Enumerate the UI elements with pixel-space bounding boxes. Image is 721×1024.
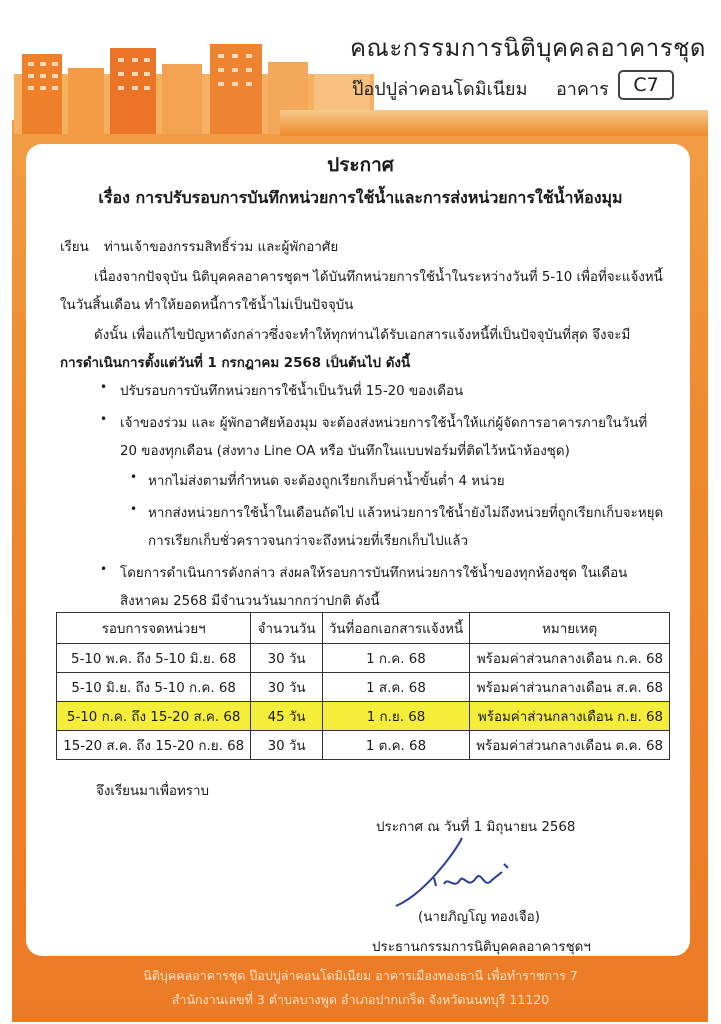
bullet2-line2: 20 ของทุกเดือน (ส่งทาง Line OA หรือ บันทึกในแบบฟอร์มที่ติดไว้หน้าห้องชุด) — [120, 444, 570, 459]
table-cell: 5-10 ก.ค. ถึง 15-20 ส.ค. 68 — [57, 702, 251, 731]
notice-title: ประกาศ — [327, 154, 394, 176]
para2-line2: การดำเนินการตั้งแต่วันที่ 1 กรกฎาคม 2568 เป็นต้นไป ดังนี้ — [60, 356, 411, 371]
table-cell: พร้อมค่าส่วนกลางเดือน ก.ค. 68 — [470, 644, 670, 673]
table-cell: 1 ส.ค. 68 — [322, 673, 469, 702]
salutation-recipients: ท่านเจ้าของกรรมสิทธิ์ร่วม และผู้พักอาศัย — [104, 240, 339, 255]
table-header-cell: หมายเหตุ — [470, 613, 670, 644]
table-header-cell: วันที่ออกเอกสารแจ้งหนี้ — [322, 613, 469, 644]
table-cell: 45 วัน — [251, 702, 322, 731]
table-header-row — [57, 613, 670, 644]
signer-name: (นายภิญโญ ทองเจือ) — [418, 910, 540, 925]
table-header-cell: จำนวนวัน — [251, 613, 322, 644]
table-row — [57, 731, 670, 760]
footer-address-line1: นิติบุคคลอาคารชุด ป๊อปปูล่าคอนโดมิเนียม อาคารเมืองทองธานี เพื่อทำราชการ 7 — [143, 968, 578, 983]
org-title: คณะกรรมการนิติบุคคลอาคารชุด — [350, 34, 706, 62]
para2-line1: ดังนั้น เพื่อแก้ไขปัญหาดังกล่าวซึ่งจะทำให้ทุกท่านได้รับเอกสารแจ้งหนี้ที่เป็นปัจจุบันที่สุด จึงจะมี — [94, 328, 631, 343]
skyline-band — [280, 110, 708, 136]
table-row-highlighted — [57, 702, 670, 731]
table-cell: พร้อมค่าส่วนกลางเดือน ก.ย. 68 — [470, 702, 670, 731]
closing-text: จึงเรียนมาเพื่อทราบ — [96, 784, 209, 799]
bullet1-text: ปรับรอบการบันทึกหน่วยการใช้น้ำเป็นวันที่ 15-20 ของเดือน — [120, 384, 464, 399]
bullet-icon: • — [130, 502, 138, 516]
table-cell: 30 วัน — [251, 731, 322, 760]
footer-address-line2: สำนักงานเลขที่ 3 ตำบลบางพูด อำเภอปากเกร็ด จังหวัดนนทบุรี 11120 — [171, 992, 550, 1007]
bullet-icon: • — [100, 562, 108, 576]
bullet3-line2: สิงหาคม 2568 มีจำนวนวันมากกว่าปกติ ดังนี้ — [120, 594, 380, 609]
bullet-icon: • — [130, 470, 138, 484]
table-cell: 5-10 พ.ค. ถึง 5-10 มิ.ย. 68 — [57, 644, 251, 673]
signature-image — [384, 834, 544, 914]
bullet-icon: • — [100, 412, 108, 426]
signer-title: ประธานกรรมการนิติบุคคลอาคารชุดฯ — [372, 940, 591, 955]
bullet-icon: • — [100, 380, 108, 394]
schedule-table — [56, 612, 670, 760]
sub-bullet1-text: หากไม่ส่งตามที่กำหนด จะต้องถูกเรียกเก็บค่าน้ำขั้นต่ำ 4 หน่วย — [148, 474, 505, 489]
table-cell: พร้อมค่าส่วนกลางเดือน ส.ค. 68 — [470, 673, 670, 702]
sub-bullet2-line1: หากส่งหน่วยการใช้น้ำในเดือนถัดไป แล้วหน่วยการใช้น้ำยังไม่ถึงหน่วยที่ถูกเรียกเก็บจะหยุด — [148, 506, 664, 521]
salutation-label: เรียน — [60, 240, 89, 255]
bullet3-line1: โดยการดำเนินการดังกล่าว ส่งผลให้รอบการบันทึกหน่วยการใช้น้ำของทุกห้องชุด ในเดือน — [120, 566, 628, 581]
table-row — [57, 673, 670, 702]
table-header-cell: รอบการจดหน่วยฯ — [57, 613, 251, 644]
table-row — [57, 644, 670, 673]
table-cell: 1 ก.ย. 68 — [322, 702, 469, 731]
para1-line2: ในวันสิ้นเดือน ทำให้ยอดหนี้การใช้น้ำไม่เป็นปัจจุบัน — [60, 298, 354, 313]
table-cell: พร้อมค่าส่วนกลางเดือน ต.ค. 68 — [470, 731, 670, 760]
table-cell: 5-10 มิ.ย. ถึง 5-10 ก.ค. 68 — [57, 673, 251, 702]
table-cell: 15-20 ส.ค. ถึง 15-20 ก.ย. 68 — [57, 731, 251, 760]
table-cell: 30 วัน — [251, 644, 322, 673]
announced-date: ประกาศ ณ วันที่ 1 มิถุนายน 2568 — [376, 820, 576, 835]
building-label: อาคาร — [556, 79, 609, 100]
project-name: ป๊อปปูล่าคอนโดมิเนียม — [352, 79, 528, 100]
table-cell: 1 ก.ค. 68 — [322, 644, 469, 673]
notice-subject: เรื่อง การปรับรอบการบันทึกหน่วยการใช้น้ำและการส่งหน่วยการใช้น้ำห้องมุม — [98, 188, 623, 207]
table-cell: 30 วัน — [251, 673, 322, 702]
bullet2-line1: เจ้าของร่วม และ ผู้พักอาศัยห้องมุม จะต้องส่งหน่วยการใช้น้ำให้แก่ผู้จัดการอาคารภายในวันที่ — [120, 416, 648, 431]
building-code-badge: C7 — [618, 70, 674, 100]
para1-line1: เนื่องจากปัจจุบัน นิติบุคคลอาคารชุดฯ ได้บันทึกหน่วยการใช้น้ำในระหว่างวันที่ 5-10 เพื่อที่จะแจ้งหนี้ — [94, 270, 663, 285]
sub-bullet2-line2: การเรียกเก็บชั่วคราวจนกว่าจะถึงหน่วยที่เรียกเก็บไปแล้ว — [148, 534, 469, 549]
table-cell: 1 ต.ค. 68 — [322, 731, 469, 760]
